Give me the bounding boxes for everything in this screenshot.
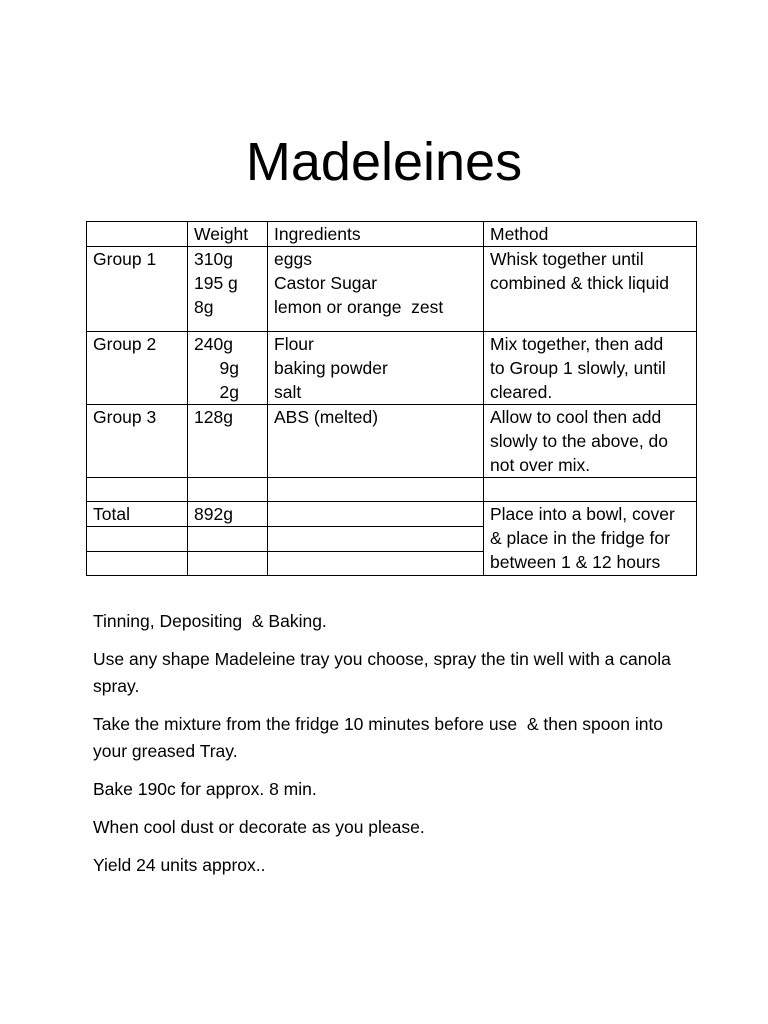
method-line: & place in the fridge for	[490, 528, 670, 548]
method-line: combined & thick liquid	[490, 273, 669, 293]
table-header-row	[87, 222, 697, 247]
method-line: to Group 1 slowly, until	[490, 358, 666, 378]
ingredient: salt	[274, 382, 302, 402]
weight-value: 240g	[194, 334, 233, 354]
ingredient: lemon or orange zest	[274, 297, 444, 317]
ingredients-cell	[268, 247, 484, 332]
method-line: Place into a bowl, cover	[490, 504, 675, 524]
yield-text: Yield 24 units approx..	[93, 855, 266, 875]
section-heading: Tinning, Depositing & Baking.	[93, 611, 327, 631]
header-group-cell	[87, 222, 188, 247]
instructions	[93, 608, 693, 890]
empty-cell	[268, 552, 484, 576]
empty-cell	[268, 478, 484, 502]
group-name: Group 2	[87, 332, 188, 405]
ingredient: baking powder	[274, 358, 388, 378]
method-line: cleared.	[490, 382, 553, 402]
instruction-paragraph: Use any shape Madeleine tray you choose, spray the tin well with a canola spray.	[93, 649, 671, 696]
ingredients-cell	[268, 332, 484, 405]
empty-cell	[87, 527, 188, 552]
ingredient: Castor Sugar	[274, 273, 378, 293]
empty-cell	[268, 527, 484, 552]
header-weight: Weight	[188, 222, 268, 247]
method-cell	[484, 247, 697, 332]
empty-cell	[484, 478, 697, 502]
empty-cell	[188, 527, 268, 552]
page-title: Madeleines	[245, 132, 523, 193]
total-label: Total	[87, 502, 188, 527]
method-line: between 1 & 12 hours	[490, 552, 661, 572]
instruction-paragraph: When cool dust or decorate as you please.	[93, 817, 425, 837]
total-method-cell	[484, 502, 697, 576]
ingredient: ABS (melted)	[274, 407, 379, 427]
empty-cell	[87, 552, 188, 576]
weight-cell	[188, 332, 268, 405]
weight-value: 310g	[194, 249, 233, 269]
header-method: Method	[484, 222, 697, 247]
method-cell	[484, 405, 697, 478]
total-weight: 892g	[188, 502, 268, 527]
instruction-paragraph: Take the mixture from the fridge 10 minutes before use & then spoon into your greased Tray.	[93, 714, 668, 761]
instruction-paragraph: Bake 190c for approx. 8 min.	[93, 779, 317, 799]
weight-value: 8g	[194, 297, 214, 317]
empty-cell	[87, 478, 188, 502]
ingredient: eggs	[274, 249, 312, 269]
weight-cell	[188, 405, 268, 478]
header-ingredients: Ingredients	[268, 222, 484, 247]
weight-value: 195 g	[194, 273, 238, 293]
empty-cell	[268, 502, 484, 527]
group-name: Group 1	[87, 247, 188, 332]
total-row	[87, 502, 697, 527]
table-row	[87, 405, 697, 478]
method-line: not over mix.	[490, 455, 591, 475]
empty-cell	[188, 478, 268, 502]
method-line: Whisk together until	[490, 249, 644, 269]
weight-value: 128g	[194, 407, 233, 427]
empty-cell	[188, 552, 268, 576]
method-line: Mix together, then add	[490, 334, 664, 354]
ingredients-cell	[268, 405, 484, 478]
group-name: Group 3	[87, 405, 188, 478]
weight-cell	[188, 247, 268, 332]
method-line: slowly to the above, do	[490, 431, 669, 451]
weight-value: 2g	[219, 382, 239, 402]
method-line: Allow to cool then add	[490, 407, 662, 427]
recipe-table	[86, 221, 697, 576]
method-cell	[484, 332, 697, 405]
empty-row	[87, 478, 697, 502]
ingredient: Flour	[274, 334, 314, 354]
table-row	[87, 247, 697, 332]
table-row	[87, 332, 697, 405]
weight-value: 9g	[219, 358, 239, 378]
